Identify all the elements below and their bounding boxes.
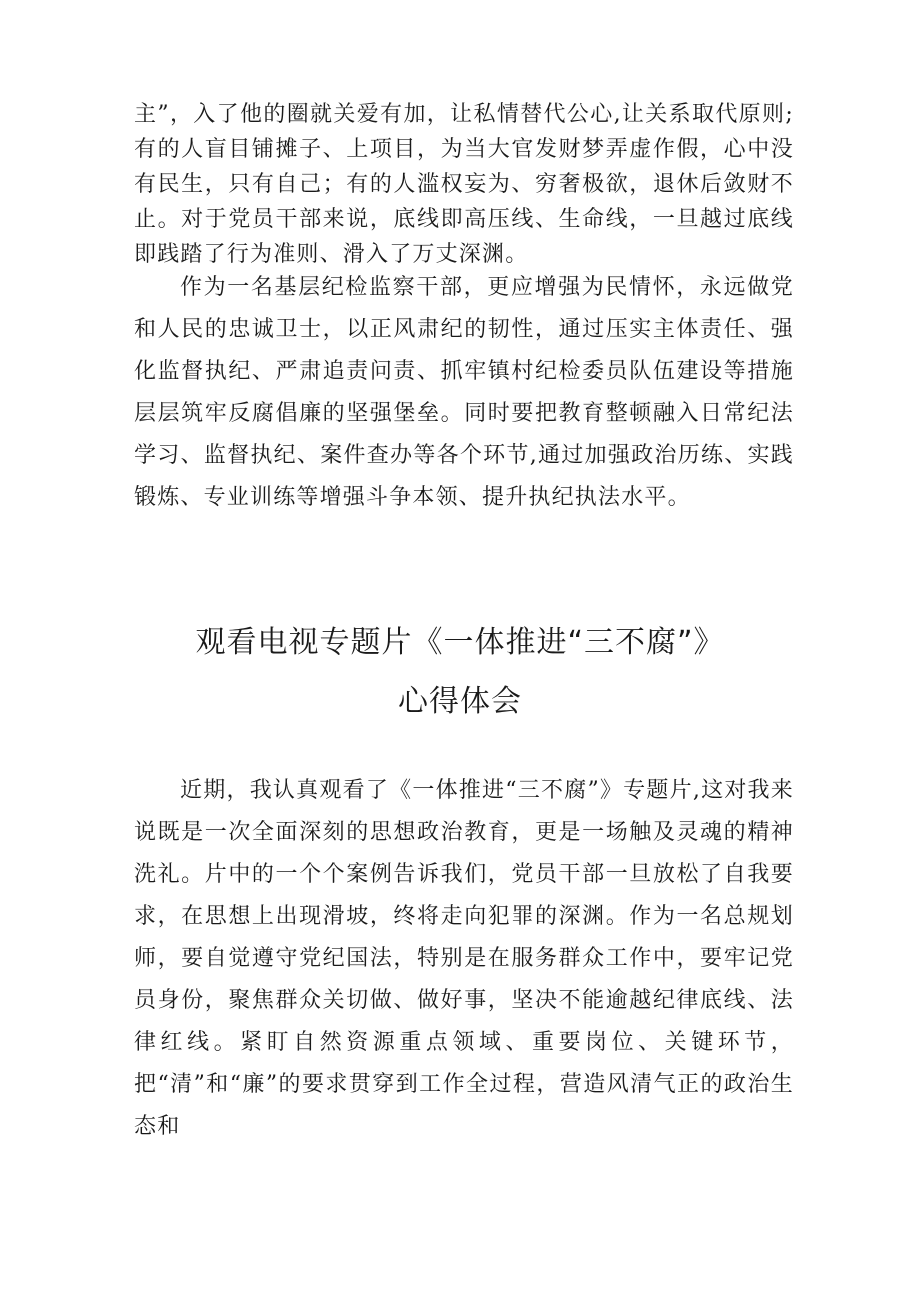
section-title-line-2: 心得体会 [398, 684, 522, 719]
section-title-line-1: 观看电视专题片《一体推进“三不腐”》 [195, 625, 725, 660]
paragraph-duty: 作为一名基层纪检监察干部，更应增强为民情怀，永远做党和人民的忠诚卫士，以正风肃纪的韧性，通过压实主体责任、强化监督执纪、严肃追责问责、抓牢镇村纪检委员队伍建设等措施层层筑牢反腐倡廉的坚强堡垒。同时要把教育整顿融入日常纪法学习、监督执纪、案件查办等各个环节,通过加强政治历练、实践锻炼、专业训练等增强斗争本领、提升执纪执法水平。 [134, 275, 794, 510]
paragraph-continued: 主”，入了他的圈就关爱有加，让私情替代公心,让关系取代原则;有的人盲目铺摊子、上项目，为当大官发财梦弄虚作假，心中没有民生，只有自己；有的人滥权妄为、穷奢极欲，退休后敛财不止。对于党员干部来说，底线即高压线、生命线，一旦越过底线即践踏了行为准则、滑入了万丈深渊。 [134, 102, 794, 267]
paragraph-reflection: 近期，我认真观看了《一体推进“三不腐”》专题片,这对我来说既是一次全面深刻的思想政治教育，更是一场触及灵魂的精神洗礼。片中的一个个案例告诉我们，党员干部一旦放松了自我要求，在思想上出现滑坡，终将走向犯罪的深渊。作为一名总规划师，要自觉遵守党纪国法，特别是在服务群众工作中，要牢记党员身份，聚焦群众关切做、做好事，坚决不能逾越纪律底线、法律红线。紧盯自然资源重点领域、重要岗位、关键环节，把“清”和“廉”的要求贯穿到工作全过程，营造风清气正的政治生态和 [134, 778, 794, 1139]
